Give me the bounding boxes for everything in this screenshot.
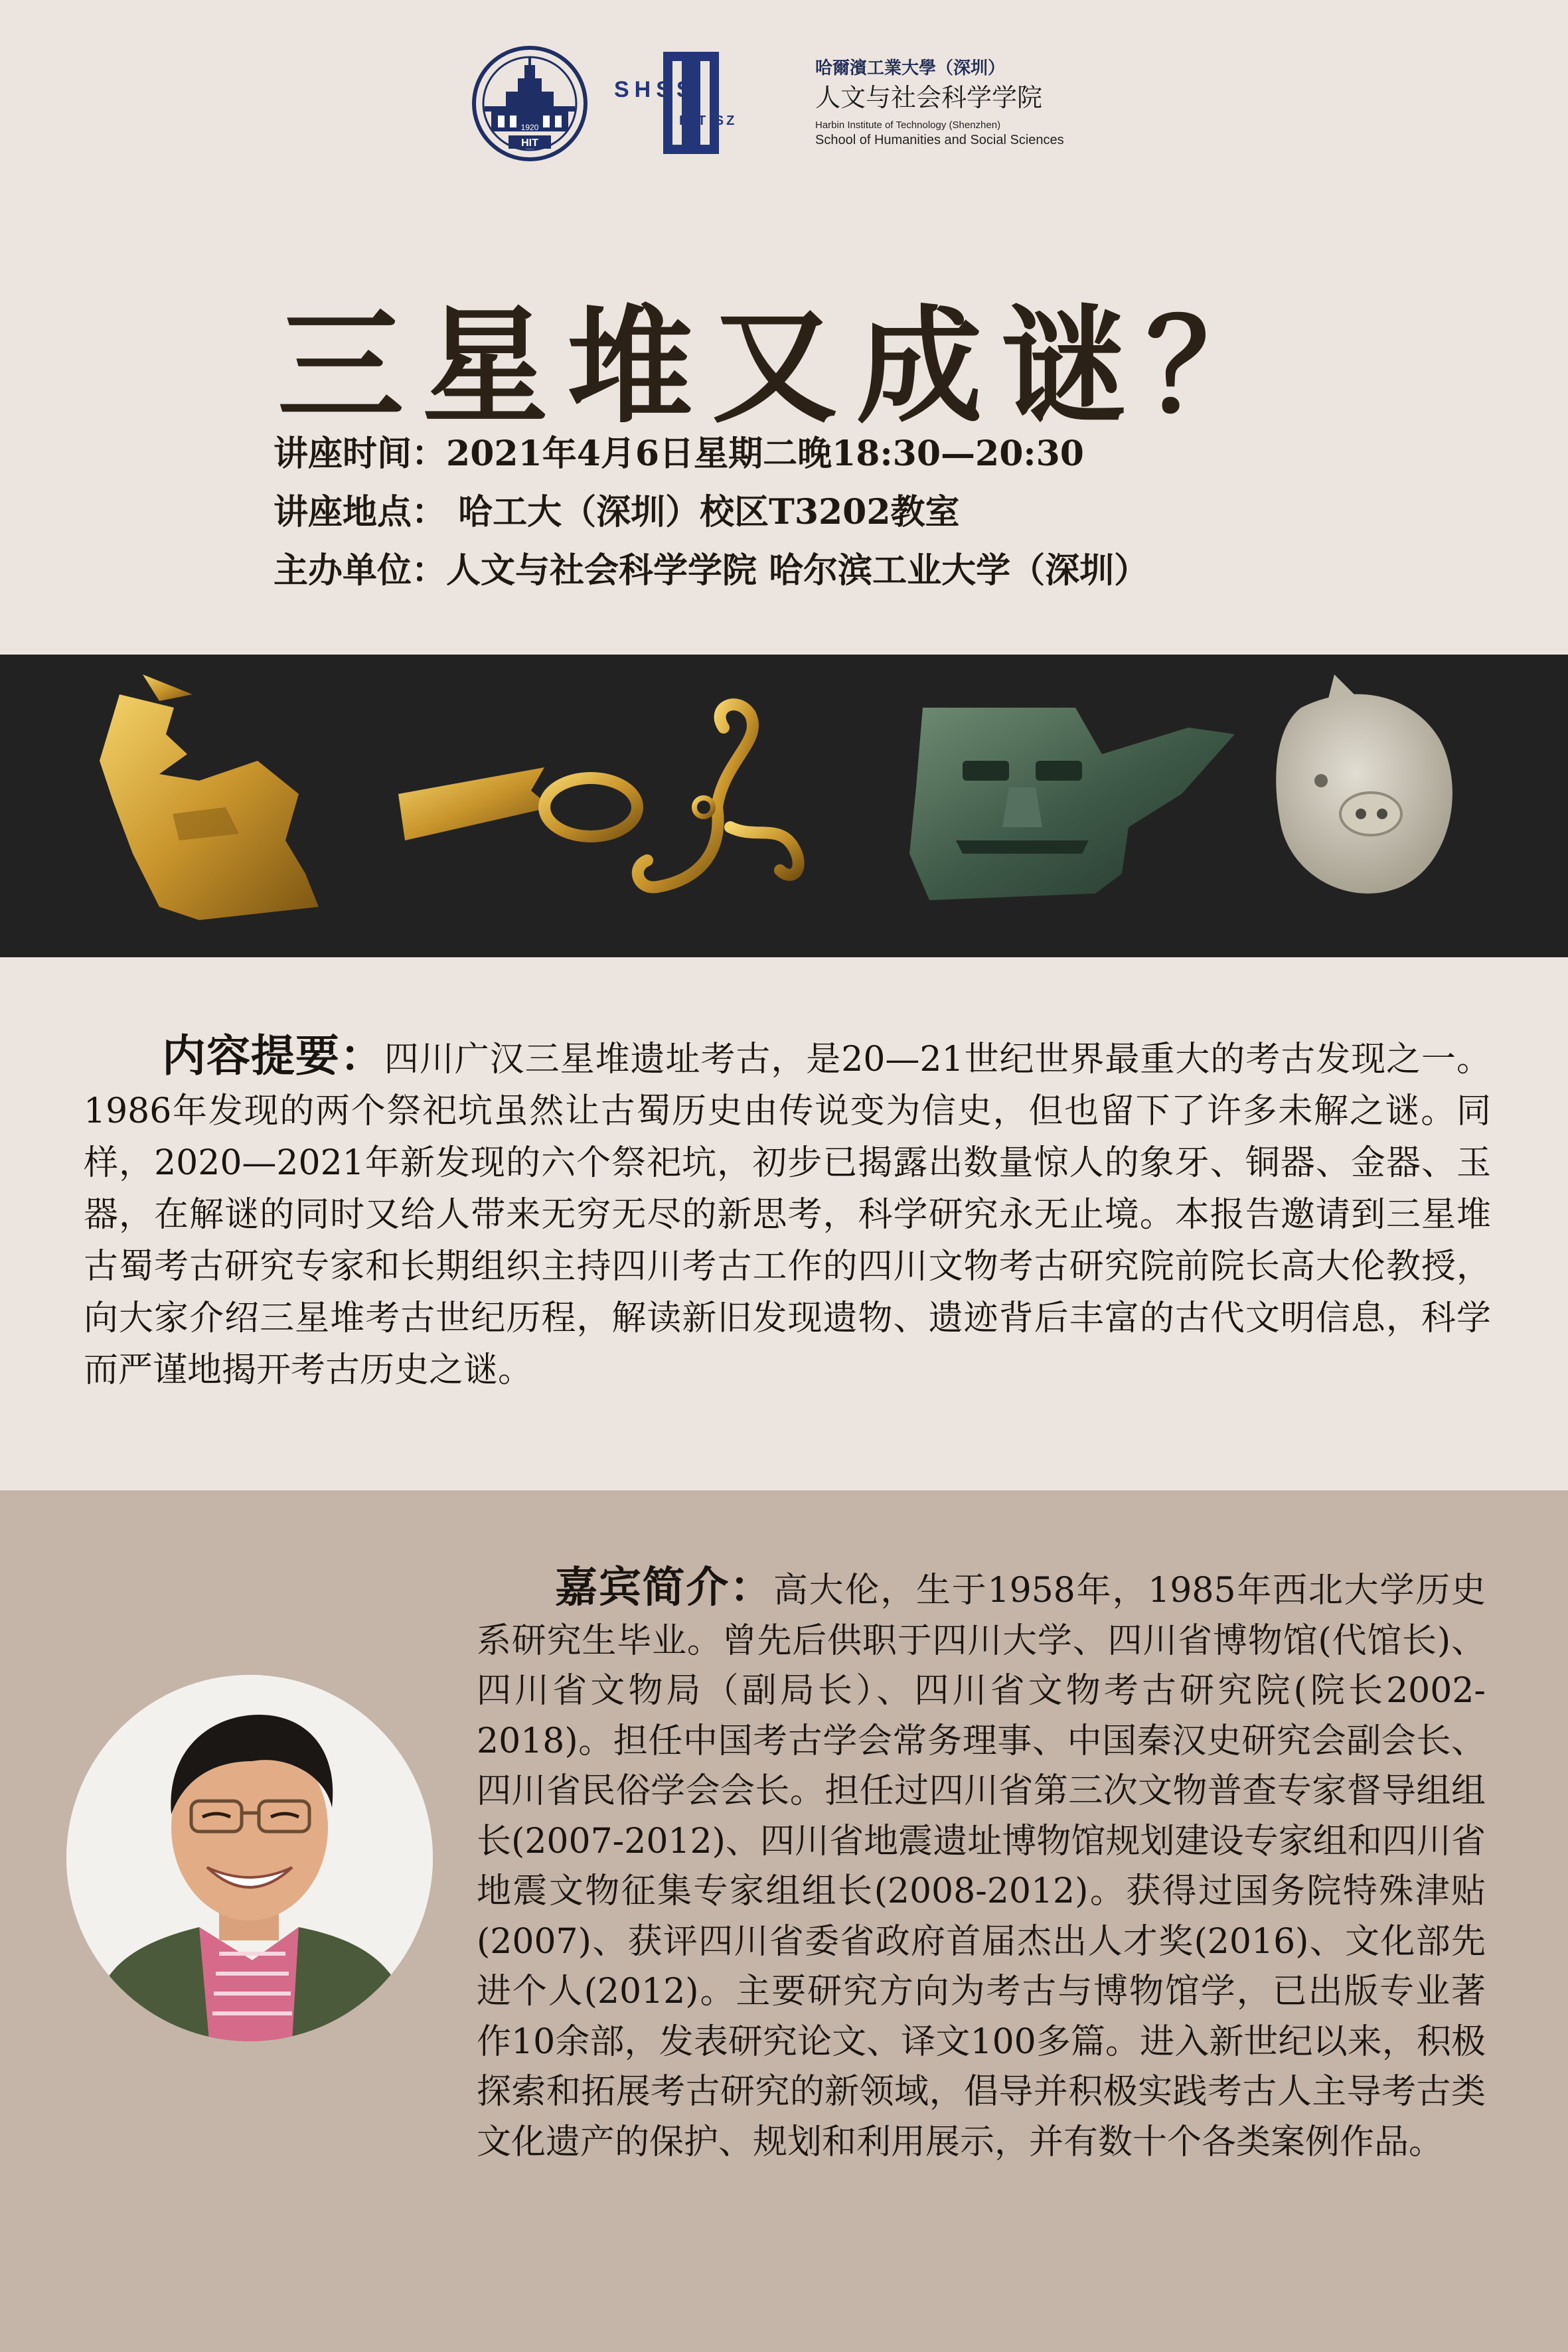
school-name-cn: 人文与社会科学学院: [815, 83, 1043, 112]
host-row: [274, 542, 1148, 600]
svg-text:1920: 1920: [520, 123, 539, 132]
pottery-pig-image: [1276, 674, 1452, 894]
place-value: 哈工大（深圳）校区T3202教室: [446, 492, 960, 532]
guest-bio: [477, 1563, 1486, 2167]
place-label: 讲座地点：: [274, 492, 447, 532]
school-name-en: School of Humanities and Social Sciences: [815, 133, 1064, 147]
gold-mask-image: [100, 674, 319, 920]
school-name-en-small: Harbin Institute of Technology (Shenzhen): [815, 119, 1001, 131]
bronze-mask-image: [909, 708, 1235, 900]
summary-label: 内容提要：: [162, 1030, 384, 1081]
summary-text: 四川广汉三星堆遗址考古，是20—21世纪世界最重大的考古发现之一。1986年发现的两个祭祀坑虽然让古蜀历史由传说变为信史，但也留下了许多未解之谜。同样，2020—2021年新发现的六个祭祀坑，初步已揭露出数量惊人的象牙、铜器、金器、玉器，在解谜的同时又给人带来无穷无尽的新思考，科学研究永无止境。本报告邀请到三星堆古蜀考古研究专家和长期组织主持四川考古工作的四川文物考古研究院前院长高大伦教授，向大家介绍三星堆考古世纪历程，解读新旧发现遗物、遗迹背后丰富的古代文明信息，科学而严谨地揭开考古历史之谜。: [84, 1040, 1491, 1390]
hit-seal-icon: [471, 45, 588, 162]
guest-portrait-image: [66, 1675, 433, 2041]
time-value: 2021年4月6日星期二晚18:30—20:30: [446, 433, 1084, 474]
summary-paragraph: [84, 1030, 1491, 1396]
gold-foil-ornament-image: [398, 704, 799, 887]
summary-section: [0, 957, 1568, 1490]
time-row: [274, 425, 1148, 483]
guest-section: [0, 1490, 1568, 2352]
svg-text:HIT: HIT: [521, 137, 538, 149]
svg-text:SHSS: SHSS: [614, 77, 697, 102]
guest-text: 高大伦，生于1958年，1985年西北大学历史系研究生毕业。曾先后供职于四川大学、四川省博物馆(代馆长)、四川省文物局（副局长）、四川省文物考古研究院(院长2002-2018)。担任中国考古学会常务理事、中国秦汉史研究会副会长、四川省民俗学会会长。担任过四川省第三次文物普查专家督导组组长(2007-2012)、四川省地震遗址博物馆规划建设专家组和四川省地震文物征集专家组组长(2008-2012)。获得过国务院特殊津贴(2007)、获评四川省委省政府首届杰出人才奖(2016)、文化部先进个人(2012)。主要研究方向为考古与博物馆学，已出版专业著作10余部，发表研究论文、译文100多篇。进入新世纪以来，积极探索和拓展考古研究的新领域，倡导并积极实践考古人主导考古类文化遗产的保护、规划和利用展示，并有数十个各类案例作品。: [477, 1571, 1486, 2162]
artifact-band: [0, 655, 1568, 957]
lecture-info: [274, 425, 1148, 600]
host-label: 主办单位：: [274, 550, 447, 591]
shss-logo-icon: [607, 46, 781, 159]
host-value: 人文与社会科学学院 哈尔滨工业大学（深圳）: [446, 550, 1149, 591]
school-name-calligraphy: 哈爾濱工業大學（深圳）: [815, 58, 1006, 78]
page-title: 三星堆又成谜？: [277, 292, 1291, 440]
logo-bar: [0, 40, 1568, 159]
time-label: 讲座时间：: [274, 433, 447, 474]
guest-label: 嘉宾简介：: [555, 1563, 773, 1612]
svg-text:HIT SZ: HIT SZ: [679, 114, 738, 128]
place-row: [274, 483, 1148, 542]
